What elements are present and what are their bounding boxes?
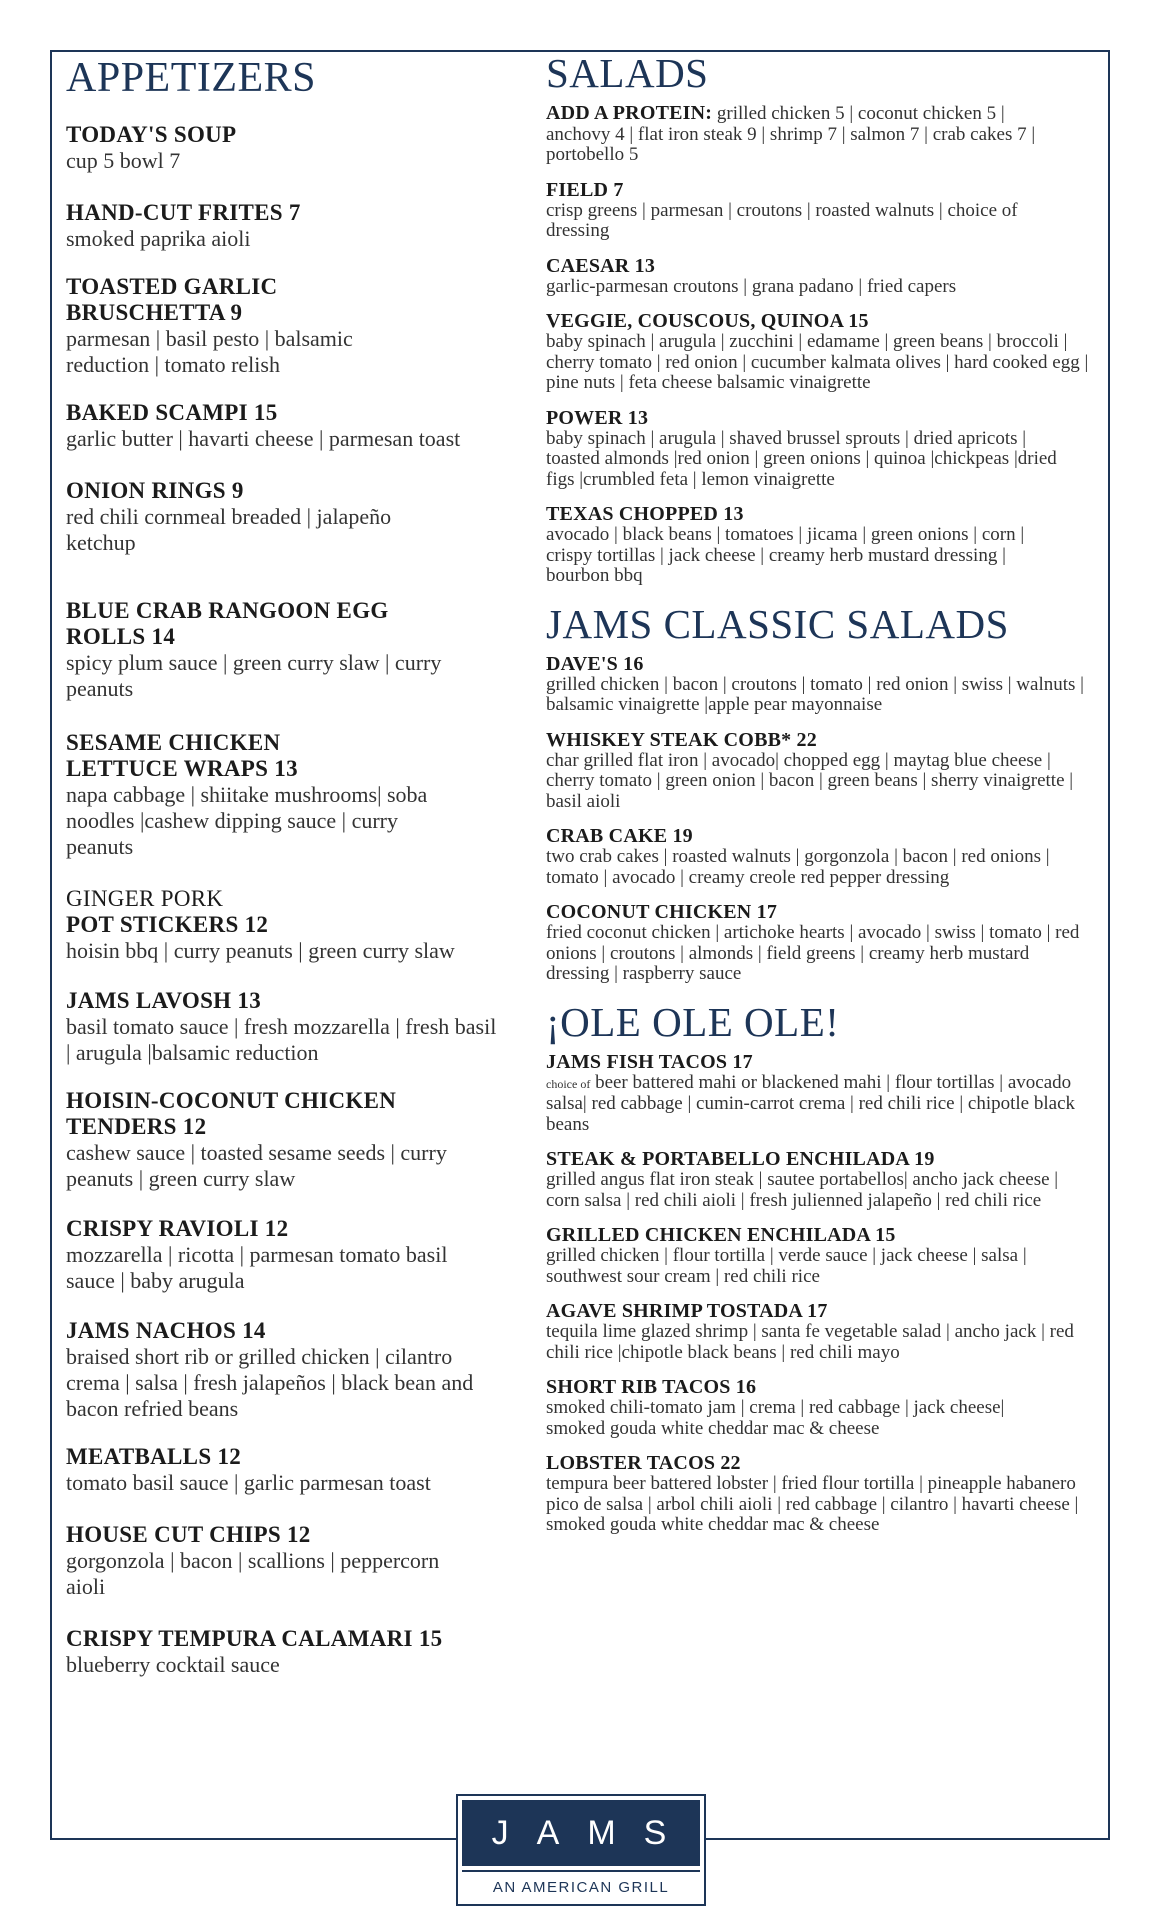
item-name: SESAME CHICKEN LETTUCE WRAPS 13 (66, 730, 298, 782)
item-desc: crisp greens | parmesan | croutons | roasted walnuts | choice of dressing (546, 199, 1018, 242)
menu-item (546, 1377, 1066, 1439)
item-desc: tequila lime glazed shrimp | santa fe vegetable salad | ancho jack | red chili rice |chipotle black beans | red chili mayo (546, 1321, 1074, 1363)
menu-item (66, 1522, 466, 1600)
item-desc: avocado | black beans | tomatoes | jicama | green onions | corn | crispy tortillas | jack cheese | creamy herb mustard dressing | bourbon bbq (546, 524, 1025, 587)
item-name: WHISKEY STEAK COBB* 22 (546, 728, 817, 751)
menu-item (66, 478, 466, 556)
menu-item (546, 902, 1094, 985)
item-desc: spicy plum sauce | green curry slaw | curry peanuts (66, 650, 442, 702)
menu-item (66, 598, 466, 702)
item-name: COCONUT CHICKEN 17 (546, 901, 778, 924)
menu-item (66, 200, 506, 252)
item-name: DAVE'S 16 (546, 652, 644, 675)
item-name: JAMS FISH TACOS 17 (546, 1050, 753, 1073)
menu-item (546, 1052, 1076, 1136)
menu-item (546, 826, 1076, 888)
item-name: HAND-CUT FRITES 7 (66, 200, 301, 226)
menu-item (546, 1453, 1086, 1536)
logo-wordmark: JAMS (462, 1800, 700, 1866)
item-desc: smoked paprika aioli (66, 226, 251, 252)
item-name: POT STICKERS 12 (66, 912, 269, 938)
item-desc: grilled angus flat iron steak | sautee portabellos| ancho jack cheese | corn salsa | red chili aioli | fresh julienned jalapeño | red chili rice (546, 1169, 1059, 1211)
item-name: CAESAR 13 (546, 254, 656, 277)
menu-item (546, 654, 1086, 716)
item-name: JAMS NACHOS 14 (66, 1318, 266, 1344)
item-name: AGAVE SHRIMP TOSTADA 17 (546, 1300, 828, 1323)
item-desc: char grilled flat iron | avocado| chopped egg | maytag blue cheese | cherry tomato | green onion | bacon | green beans | sherry vinaigrette | basil aioli (546, 749, 1074, 812)
item-desc: parmesan | basil pesto | balsamic reduction | tomato relish (66, 326, 353, 378)
menu-item (546, 1149, 1076, 1211)
menu-item (66, 1088, 476, 1192)
jams-logo (456, 1794, 706, 1906)
menu-item (66, 886, 496, 964)
menu-item (546, 1301, 1086, 1363)
item-name: CRAB CAKE 19 (546, 825, 693, 848)
item-name: ONION RINGS 9 (66, 478, 244, 504)
classic-salads-title: JAMS CLASSIC SALADS (546, 600, 1009, 647)
item-name: FIELD 7 (546, 178, 624, 201)
item-desc: blueberry cocktail sauce (66, 1652, 280, 1678)
appetizers-title: APPETIZERS (66, 55, 317, 101)
item-prefix: GINGER PORK (66, 886, 224, 912)
item-desc: red chili cornmeal breaded | jalapeño ketchup (66, 504, 392, 556)
item-desc: cashew sauce | toasted sesame seeds | curry peanuts | green curry slaw (66, 1140, 447, 1192)
item-desc: two crab cakes | roasted walnuts | gorgonzola | bacon | red onions | tomato | avocado | creamy creole red pepper dressing (546, 846, 1050, 888)
item-desc: napa cabbage | shiitake mushrooms| soba noodles |cashew dipping sauce | curry peanuts (66, 782, 428, 860)
menu-item (546, 180, 1066, 242)
item-name: LOBSTER TACOS 22 (546, 1452, 741, 1475)
logo-tagline: AN AMERICAN GRILL (492, 1879, 670, 1896)
item-desc: tempura beer battered lobster | fried flour tortilla | pineapple habanero pico de salsa | arbol chili aioli | red cabbage | cilantro | havarti cheese | smoked gouda white cheddar mac & cheese (546, 1473, 1079, 1536)
menu-item (546, 1225, 1094, 1287)
ole-title: ¡OLE OLE OLE! (546, 998, 840, 1045)
menu-item (66, 400, 506, 452)
item-desc: grilled chicken | bacon | croutons | tomato | red onion | swiss | walnuts | balsamic vinaigrette |apple pear mayonnaise (546, 673, 1084, 716)
item-desc: cup 5 bowl 7 (66, 148, 181, 174)
menu-item (66, 1318, 486, 1422)
item-desc: garlic-parmesan croutons | grana padano | fried capers (546, 275, 957, 297)
menu-item (66, 730, 466, 860)
protein-options (546, 103, 1046, 166)
menu-item (66, 1216, 466, 1294)
item-name: BLUE CRAB RANGOON EGG ROLLS 14 (66, 598, 389, 650)
item-desc: basil tomato sauce | fresh mozzarella | fresh basil | arugula |balsamic reduction (66, 1014, 497, 1066)
menu-item (546, 256, 1094, 298)
salads-column (546, 52, 1094, 1536)
item-desc: garlic butter | havarti cheese | parmesan toast (66, 426, 461, 452)
appetizers-column (66, 56, 506, 1678)
item-desc: baby spinach | arugula | zucchini | edamame | green beans | broccoli | cherry tomato | red onion | cucumber kalmata olives | hard cooked egg | pine nuts | feta cheese balsamic vinaigrette (546, 331, 1089, 394)
item-name: TOASTED GARLIC BRUSCHETTA 9 (66, 274, 278, 326)
item-name: TEXAS CHOPPED 13 (546, 503, 744, 526)
item-name: SHORT RIB TACOS 16 (546, 1376, 757, 1399)
protein-desc: grilled chicken 5 | coconut chicken 5 | anchovy 4 | flat iron steak 9 | shrimp 7 | salmon 7 | crab cakes 7 | portobello 5 (546, 103, 1036, 166)
item-name: GRILLED CHICKEN ENCHILADA 15 (546, 1224, 896, 1247)
menu-item (66, 122, 506, 174)
item-desc: mozzarella | ricotta | parmesan tomato basil sauce | baby arugula (66, 1242, 448, 1294)
logo-divider (462, 1870, 700, 1872)
menu-item (546, 504, 1066, 587)
menu-item (546, 730, 1094, 813)
item-name: HOUSE CUT CHIPS 12 (66, 1522, 311, 1548)
item-name: JAMS LAVOSH 13 (66, 988, 262, 1014)
protein-label: ADD A PROTEIN: (546, 102, 713, 125)
menu-item (66, 988, 506, 1066)
menu-item (66, 274, 436, 378)
item-desc: hoisin bbq | curry peanuts | green curry slaw (66, 938, 455, 964)
menu-item (546, 311, 1094, 394)
item-name: TODAY'S SOUP (66, 122, 237, 148)
item-name: VEGGIE, COUSCOUS, QUINOA 15 (546, 310, 869, 333)
menu-item (66, 1626, 506, 1678)
item-name: CRISPY TEMPURA CALAMARI 15 (66, 1626, 443, 1652)
item-desc: braised short rib or grilled chicken | cilantro crema | salsa | fresh jalapeños | black bean and bacon refried beans (66, 1344, 474, 1422)
item-name: POWER 13 (546, 406, 649, 429)
item-desc: fried coconut chicken | artichoke hearts | avocado | swiss | tomato | red onions | croutons | almonds | field greens | creamy herb mustard dressing | raspberry sauce (546, 922, 1080, 985)
menu-item (66, 1444, 466, 1496)
item-desc: smoked chili-tomato jam | crema | red cabbage | jack cheese| smoked gouda white cheddar mac & cheese (546, 1397, 1005, 1439)
item-desc: gorgonzola | bacon | scallions | peppercorn aioli (66, 1548, 440, 1600)
item-desc: tomato basil sauce | garlic parmesan toast (66, 1470, 431, 1496)
item-name: CRISPY RAVIOLI 12 (66, 1216, 289, 1242)
choice-of-label: choice of (546, 1076, 591, 1091)
item-desc: beer battered mahi or blackened mahi | flour tortillas | avocado salsa| red cabbage | cumin-carrot crema | red chili rice | chipotle black beans (546, 1071, 1076, 1135)
item-name: HOISIN-COCONUT CHICKEN TENDERS 12 (66, 1088, 397, 1140)
item-name: MEATBALLS 12 (66, 1444, 242, 1470)
item-name: STEAK & PORTABELLO ENCHILADA 19 (546, 1148, 935, 1171)
item-desc: baby spinach | arugula | shaved brussel sprouts | dried apricots | toasted almonds |red onion | green onions | quinoa |chickpeas |dried figs |crumbled feta | lemon vinaigrette (546, 427, 1057, 490)
menu-item (546, 408, 1076, 491)
salads-title: SALADS (546, 50, 709, 96)
item-desc: grilled chicken | flour tortilla | verde sauce | jack cheese | salsa | southwest sour cream | red chili rice (546, 1245, 1027, 1287)
item-name: BAKED SCAMPI 15 (66, 400, 278, 426)
